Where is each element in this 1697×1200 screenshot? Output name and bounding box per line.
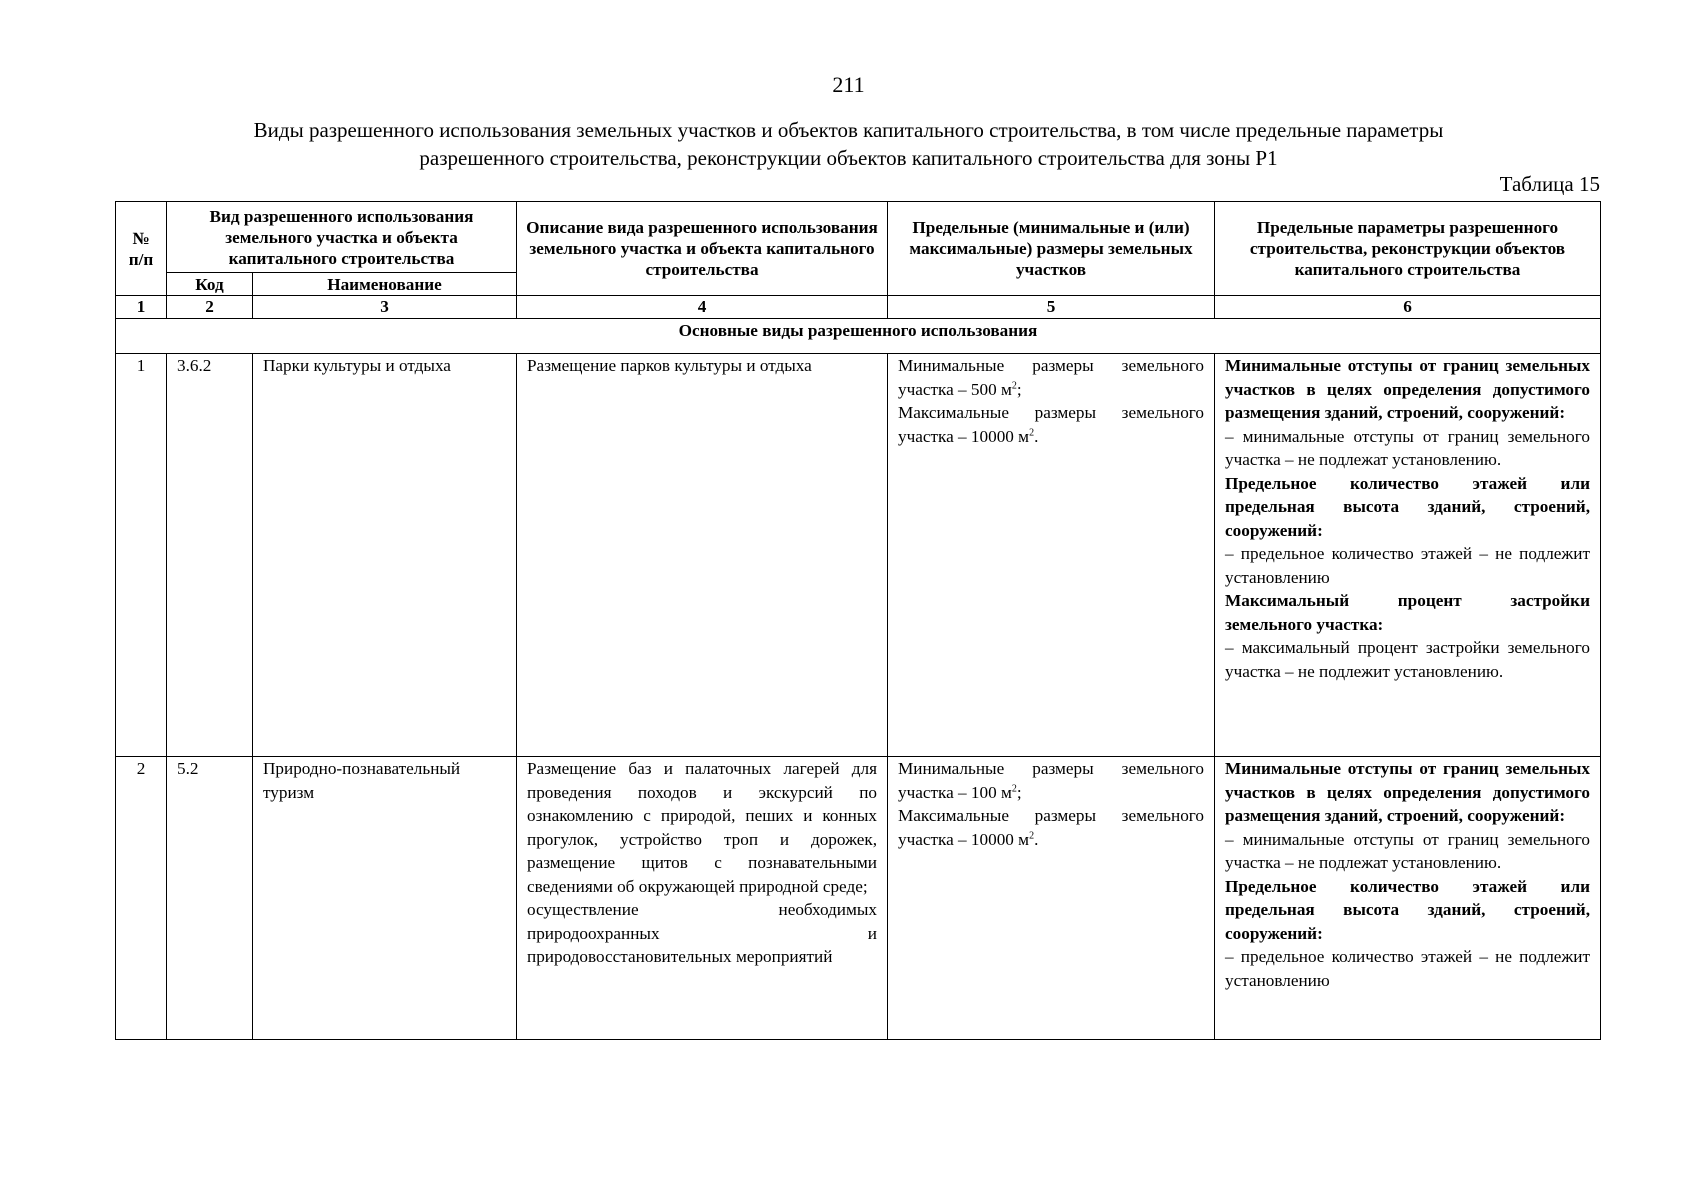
- header-vid: Вид разрешенного использования земельного участка и объекта капитального строительства: [167, 202, 517, 273]
- size-max-text: Максимальные размеры земельного участка – 10000 м: [898, 806, 1204, 849]
- table-row: [116, 354, 1601, 757]
- title-line-1: Виды разрешенного использования земельных участков и объектов капитального строительства, в том числе предельные параметры: [253, 118, 1444, 142]
- column-number: 4: [517, 296, 888, 319]
- row-name: Парки культуры и отдыха: [253, 354, 517, 757]
- size-min-text: Минимальные размеры земельного участка – 500 м: [898, 356, 1204, 399]
- param-text: – минимальные отступы от границ земельного участка – не подлежат установлению.: [1225, 829, 1590, 872]
- row-code: 3.6.2: [167, 354, 253, 757]
- param-title: Предельное количество этажей или предельная высота зданий, строений, сооружений:: [1225, 876, 1590, 943]
- size-min-end: ;: [1016, 379, 1022, 399]
- size-min: [898, 757, 1204, 804]
- size-min: [898, 354, 1204, 401]
- param-text: – предельное количество этажей – не подлежит установлению: [1225, 947, 1590, 990]
- header-code: Код: [167, 273, 253, 296]
- column-number: 2: [167, 296, 253, 319]
- table-row: [116, 757, 1601, 1040]
- param-text: – предельное количество этажей – не подлежит установлению: [1225, 544, 1590, 587]
- size-max: [898, 804, 1204, 851]
- header-name: Наименование: [253, 273, 517, 296]
- header-num: № п/п: [116, 202, 167, 296]
- size-max-text: Максимальные размеры земельного участка – 10000 м: [898, 403, 1204, 446]
- param-text: – максимальный процент застройки земельного участка – не подлежит установлению.: [1225, 638, 1590, 681]
- param-text: – минимальные отступы от границ земельного участка – не подлежат установлению.: [1225, 426, 1590, 469]
- size-min-text: Минимальные размеры земельного участка – 100 м: [898, 759, 1204, 802]
- title-line-2: разрешенного строительства, реконструкции объектов капитального строительства для зоны Р1: [419, 146, 1278, 170]
- row-params: [1215, 757, 1601, 1040]
- row-name: Природно-познавательный туризм: [253, 757, 517, 1040]
- size-min-end: ;: [1016, 782, 1022, 802]
- header-row-1: [116, 202, 1601, 273]
- row-description: Размещение парков культуры и отдыха: [517, 354, 888, 757]
- size-max-end: .: [1034, 426, 1039, 446]
- size-max-sup: 2: [1029, 829, 1035, 841]
- param-title: Минимальные отступы от границ земельных участков в целях определения допустимого размещения зданий, строений, сооружений:: [1225, 759, 1590, 825]
- zoning-table: [115, 201, 1601, 1040]
- column-number-row: [116, 296, 1601, 319]
- size-max-sup: 2: [1029, 426, 1035, 438]
- column-number: 5: [888, 296, 1215, 319]
- row-number: 2: [116, 757, 167, 1040]
- table-label: Таблица 15: [1499, 172, 1600, 196]
- param-title: Предельное количество этажей или предельная высота зданий, строений, сооружений:: [1225, 473, 1590, 540]
- row-description: [517, 757, 888, 1040]
- header-desc: Описание вида разрешенного использования земельного участка и объекта капитального строительства: [517, 202, 888, 296]
- row-number: 1: [116, 354, 167, 757]
- column-number: 3: [253, 296, 517, 319]
- row-code: 5.2: [167, 757, 253, 1040]
- description-part: осуществление необходимых природоохранных и природовосстановительных мероприятий: [527, 900, 877, 966]
- size-min-sup: 2: [1011, 782, 1017, 794]
- column-number: 1: [116, 296, 167, 319]
- size-min-sup: 2: [1011, 379, 1017, 391]
- section-row: [116, 319, 1601, 354]
- size-max-end: .: [1034, 829, 1039, 849]
- param-title: Минимальные отступы от границ земельных участков в целях определения допустимого размещения зданий, строений, сооружений:: [1225, 356, 1590, 422]
- description-part: Размещение баз и палаточных лагерей для проведения походов и экскурсий по ознакомлению с природой, пеших и конных прогулок, устройство троп и дорожек, размещение щитов с познавательными сведениями об окружающей природной среде;: [527, 759, 877, 896]
- document-title: [150, 116, 1547, 172]
- column-number: 6: [1215, 296, 1601, 319]
- param-title: Максимальный процент застройки земельного участка:: [1225, 591, 1590, 634]
- section-title: Основные виды разрешенного использования: [116, 319, 1601, 354]
- row-params: [1215, 354, 1601, 757]
- size-max: [898, 401, 1204, 448]
- header-params: Предельные параметры разрешенного строительства, реконструкции объектов капитального строительства: [1215, 202, 1601, 296]
- row-sizes: [888, 354, 1215, 757]
- header-sizes: Предельные (минимальные и (или) максимальные) размеры земельных участков: [888, 202, 1215, 296]
- page-number: 211: [832, 72, 865, 97]
- row-sizes: [888, 757, 1215, 1040]
